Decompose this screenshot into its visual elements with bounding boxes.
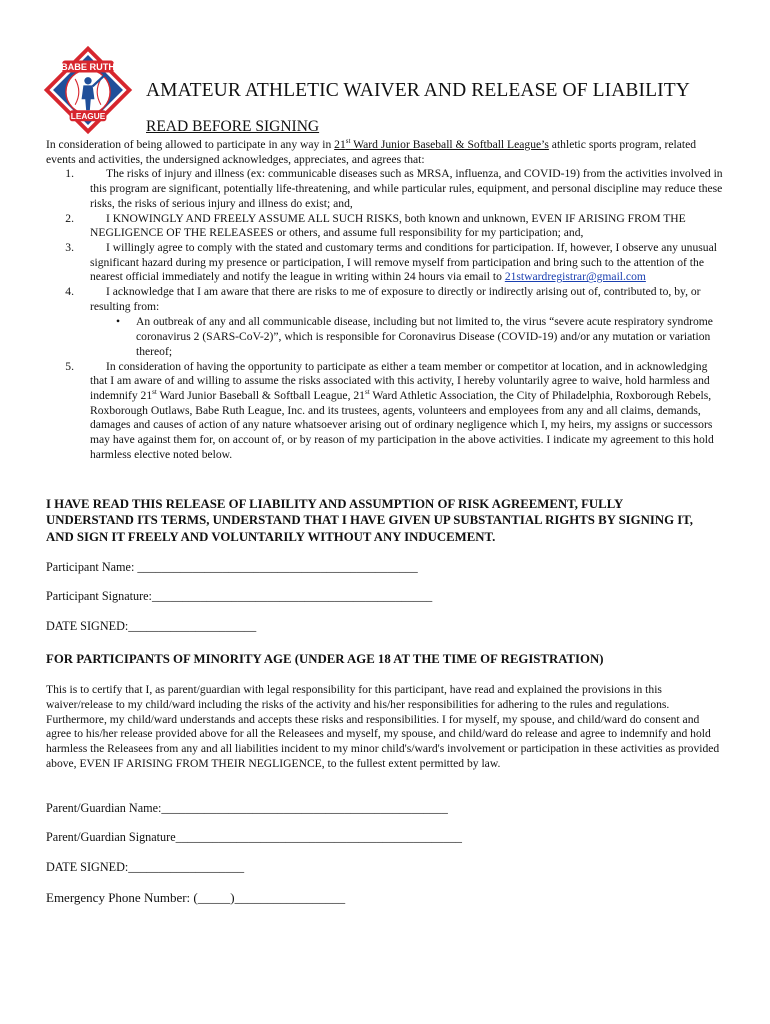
item-number: 4. xyxy=(65,285,74,299)
read-before-signing: READ BEFORE SIGNING xyxy=(146,118,320,135)
waiver-body xyxy=(46,138,726,462)
intro-sup-num: 21 xyxy=(334,138,346,151)
intro-paragraph xyxy=(46,138,726,167)
item-number: 2. xyxy=(65,211,74,225)
item-number: 3. xyxy=(65,240,74,254)
document-title: AMATEUR ATHLETIC WAIVER AND RELEASE OF LIABILITY xyxy=(146,80,690,101)
list-item xyxy=(46,212,726,241)
minor-section-heading: FOR PARTICIPANTS OF MINORITY AGE (UNDER AGE 18 AT THE TIME OF REGISTRATION) xyxy=(46,652,604,666)
list-item xyxy=(46,360,726,463)
item-number: 1. xyxy=(65,167,74,181)
item-text: The risks of injury and illness (ex: communicable diseases such as MRSA, influenza, and COVID-19) from the activities involved in this program are significant, potentially life-threatening, and while particular rules, equipment, and personal discipline may reduce these risks, the risks of serious injury and illness do exist; and, xyxy=(90,167,723,210)
intro-a: In consideration of being allowed to participate in any way in xyxy=(46,138,335,151)
item-text-c: Ward Athletic Association, the City of Philadelphia, Roxborough Rebels, Roxborough Outlaws, Babe Ruth League, Inc. and its trustees, agents, volunteers and employees from any and all claims, demands, damages and causes of action of any nature whatsoever arising out of ordinary negligence which I, my heirs, my assigns or successors may have against them for, on account of, or by reason of my participation in the above activities. I indicate my agreement to this hold harmless elective noted below. xyxy=(90,388,714,461)
item-text: I KNOWINGLY AND FREELY ASSUME ALL SUCH RISKS, both known and unknown, EVEN IF ARISING FROM THE NEGLIGENCE OF THE RELEASEES or others, and assume full responsibility for my participation; and, xyxy=(90,211,686,240)
intro-sup: st xyxy=(345,137,351,146)
bullet-text: An outbreak of any and all communicable disease, including but not limited to, the virus “severe acute respiratory syndrome coronavirus 2 (SARS-CoV-2)”, which is responsible for Coronavirus Disease (COVID-19) and/or any mutation or variation thereof; xyxy=(136,315,713,358)
logo-top-text: BABE RUTH xyxy=(60,62,116,73)
participant-name-field[interactable]: Participant Name: ______________________________________________ xyxy=(46,560,418,574)
item-text xyxy=(74,360,726,463)
guardian-date-field[interactable]: DATE SIGNED:___________________ xyxy=(46,860,245,874)
babe-ruth-league-logo xyxy=(42,44,134,136)
list-item xyxy=(46,285,726,360)
guardian-name-field[interactable]: Parent/Guardian Name:_______________________________________________ xyxy=(46,801,448,815)
bullet-icon: • xyxy=(116,315,121,329)
item-text: I acknowledge that I am aware that there are risks to me of exposure to directly or indirectly arising out of, contributed to, by, or resulting from: xyxy=(90,285,701,313)
logo-bottom-text: LEAGUE xyxy=(70,111,106,121)
terms-list xyxy=(46,167,726,462)
intro-b: Ward Junior Baseball & Softball League’s xyxy=(350,138,549,151)
emergency-phone-field[interactable]: Emergency Phone Number: (_____)_________________ xyxy=(46,890,346,905)
list-item xyxy=(46,241,726,285)
acknowledgement-statement: I HAVE READ THIS RELEASE OF LIABILITY AND ASSUMPTION OF RISK AGREEMENT, FULLY UNDERSTAND ITS TERMS, UNDERSTAND THAT I HAVE GIVEN UP SUBSTANTIAL RIGHTS BY SIGNING IT, AND SIGN IT FREELY AND VOLUNTARILY WITHOUT ANY INDUCEMENT. xyxy=(46,497,693,544)
item-text-a: In consideration of having the opportunity to participate as either a team member or competitor at location, and in acknowledging that I am aware of and willing to assume the risks associated with this activity, I hereby voluntarily agree to waive, hold harmless and indemnify 21 xyxy=(90,359,710,402)
participant-signature-field[interactable]: Participant Signature:______________________________________________ xyxy=(46,589,433,603)
item-text xyxy=(74,241,726,285)
registrar-email-link[interactable]: 21stwardregistrar@gmail.com xyxy=(504,270,646,284)
guardian-signature-field[interactable]: Parent/Guardian Signature_______________________________________________ xyxy=(46,830,463,844)
participant-date-field[interactable]: DATE SIGNED:_____________________ xyxy=(46,619,257,633)
item-text-b: Ward Junior Baseball & Softball League, 21 xyxy=(156,388,365,402)
league-name-link xyxy=(334,138,549,151)
intro-c: athletic sports program, related events and activities, the undersigned acknowledges, appreciates, and agrees that: xyxy=(46,138,697,166)
item-sup: st xyxy=(152,388,157,397)
list-item xyxy=(46,167,726,211)
item-number: 5. xyxy=(65,359,74,373)
item-text-part: I willingly agree to comply with the stated and customary terms and conditions for participation. If, however, I observe any unusual significant hazard during my presence or participation, I will remove myself from participation and bring such to the attention of the nearest official immediately and notify the league in writing within 24 hours via email to xyxy=(90,240,717,284)
bullet-item xyxy=(116,315,726,359)
minor-consent-paragraph: This is to certify that I, as parent/guardian with legal responsibility for this participant, have read and explained the provisions in this waiver/release to my child/ward including the risks of the activity and his/her responsibilities for adhering to the rules and regulations. Furthermore, my child/ward understands and accepts these risks and responsibilities. I for myself, my spouse, and child/ward do consent and agree to his/her release provided above for all the Releasees and myself, my spouse, and child/ward do release and agree to indemnify and hold harmless the Releasees from any and all liabilities incident to my minor child's/ward's involvement or participation in these activities as provided above, EVEN IF ARISING FROM THEIR NEGLIGENCE, to the fullest extent permitted by law. xyxy=(46,683,720,770)
item-sup-2: st xyxy=(364,388,370,397)
